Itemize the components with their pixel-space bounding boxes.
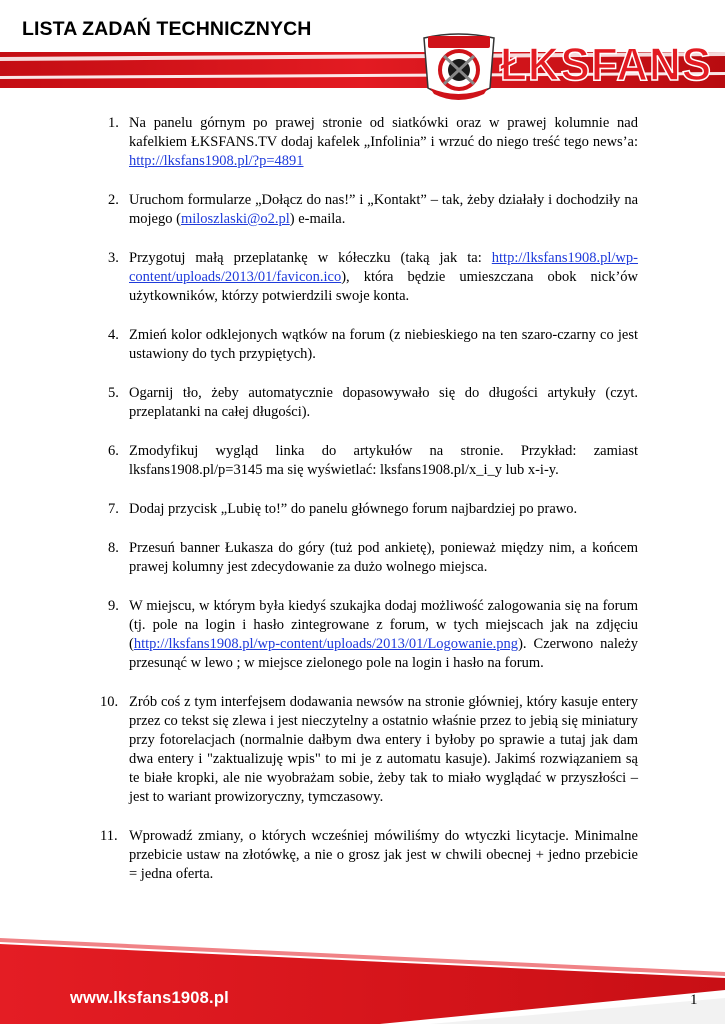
list-item-text: Przesuń banner Łukasza do góry (tuż pod ankietę), ponieważ między nim, a końcem prawej kolumny jest zdecydowanie za dużo wolnego miejsca. (129, 540, 638, 575)
list-item (108, 500, 638, 519)
list-item-number: 5. (108, 385, 119, 401)
list-item-text: Wprowadź zmiany, o których wcześniej mówiliśmy do wtyczki licytacje. Minimalne przebicie ustaw na złotówkę, a nie o grosz jak jest w chwili obecnej + jedno przebicie = jedna oferta. (129, 828, 638, 882)
lksfans-logo (418, 28, 718, 106)
list-item-number: 8. (108, 540, 119, 556)
list-item-text: ), która będzie umieszczana obok nick’ów użytkowników, którzy potwierdzili swoje konta. (129, 269, 638, 304)
page-number: 1 (690, 992, 698, 1008)
list-item-text: Uruchom formularze „Dołącz do nas!” i „Kontakt” – tak, żeby działały i dochodziły na mojego ( (129, 192, 638, 227)
list-item-text: ). Czerwono należy przesunąć w lewo ; w miejsce zielonego pole na login i hasło na forum. (129, 636, 638, 671)
list-item (108, 442, 638, 480)
list-item-number: 3. (108, 250, 119, 266)
list-item (108, 597, 638, 673)
list-item (108, 326, 638, 364)
list-item (108, 249, 638, 306)
list-item-text: ) e-maila. (289, 211, 346, 227)
list-item-number: 11. (100, 828, 118, 844)
hyperlink[interactable]: http://lksfans1908.pl/?p=4891 (129, 153, 304, 169)
logo-wordmark (498, 38, 712, 90)
hyperlink[interactable]: miloszlaski@o2.pl (180, 211, 290, 227)
list-item-number: 6. (108, 443, 119, 459)
list-item-text: Ogarnij tło, żeby automatycznie dopasowywało się do długości artykuły (czyt. przeplatanki na całej długości). (129, 385, 638, 420)
list-item-number: 4. (108, 327, 119, 343)
list-item (108, 539, 638, 577)
list-item-text: Zmodyfikuj wygląd linka do artykułów na stronie. Przykład: zamiast lksfans1908.pl/p=3145 ma się wyświetlać: lksfans1908.pl/x_i_y lub x-i-y. (129, 443, 638, 478)
list-item-number: 2. (108, 192, 119, 208)
list-item-number: 10. (100, 694, 119, 710)
list-item-number: 1. (108, 115, 119, 131)
list-item (108, 191, 638, 229)
footer-website-url: www.lksfans1908.pl (70, 989, 229, 1007)
hyperlink[interactable]: http://lksfans1908.pl/wp-content/uploads/2013/01/favicon.ico (129, 250, 638, 285)
list-item (100, 693, 638, 807)
list-item-text: W miejscu, w którym była kiedyś szukajka dodaj możliwość zalogowania się na forum (tj. pole na login i hasło zintegrowane z forum, w tych miejscach jak na zdjęciu ( (129, 598, 638, 652)
svg-text:ŁKSFANS: ŁKSFANS (500, 38, 712, 90)
list-item-text: Zrób coś z tym interfejsem dodawania newsów na stronie główniej, który kasuje entery przez co tekst się zlewa i jest nieczytelny a ostatnio właśnie przez to jebią się miniatury przy fotorelacjach (normalnie dałbym dwa entery i byłoby po sprawie a tutaj jak dam dwa entery i "zaktualizuję wpis" to mi je z automatu kasuje). Jakimś rozwiązaniem są te białe kropki, ale nie wyobrażam sobie, żeby tak to miało wyglądać w przyszłości – jest to wariant prowizoryczny, tymczasowy. (129, 694, 638, 805)
list-item-text: Przygotuj małą przeplatankę w kółeczku (taką jak ta: (129, 250, 492, 266)
page-title: LISTA ZADAŃ TECHNICZNYCH (22, 18, 312, 40)
list-item-number: 7. (108, 501, 119, 517)
list-item (108, 384, 638, 422)
task-list (100, 114, 638, 904)
list-item-text: Dodaj przycisk „Lubię to!” do panelu głównego forum najbardziej po prawo. (129, 501, 578, 517)
list-item-text: Na panelu górnym po prawej stronie od siatkówki oraz w prawej kolumnie nad kafelkiem ŁKSFANS.TV dodaj kafelek „Infolinia” i wrzuć do niego treść tego news’a: (129, 115, 638, 150)
list-item-text: Zmień kolor odklejonych wątków na forum (z niebieskiego na ten szaro-czarny co jest ustawiony do tych przypiętych). (129, 327, 638, 362)
list-item (100, 827, 638, 884)
footer-stripe (0, 938, 725, 1024)
crest-icon (424, 34, 494, 100)
list-item-number: 9. (108, 598, 119, 614)
hyperlink[interactable]: http://lksfans1908.pl/wp-content/uploads/2013/01/Logowanie.png (133, 636, 519, 652)
list-item (108, 114, 638, 171)
